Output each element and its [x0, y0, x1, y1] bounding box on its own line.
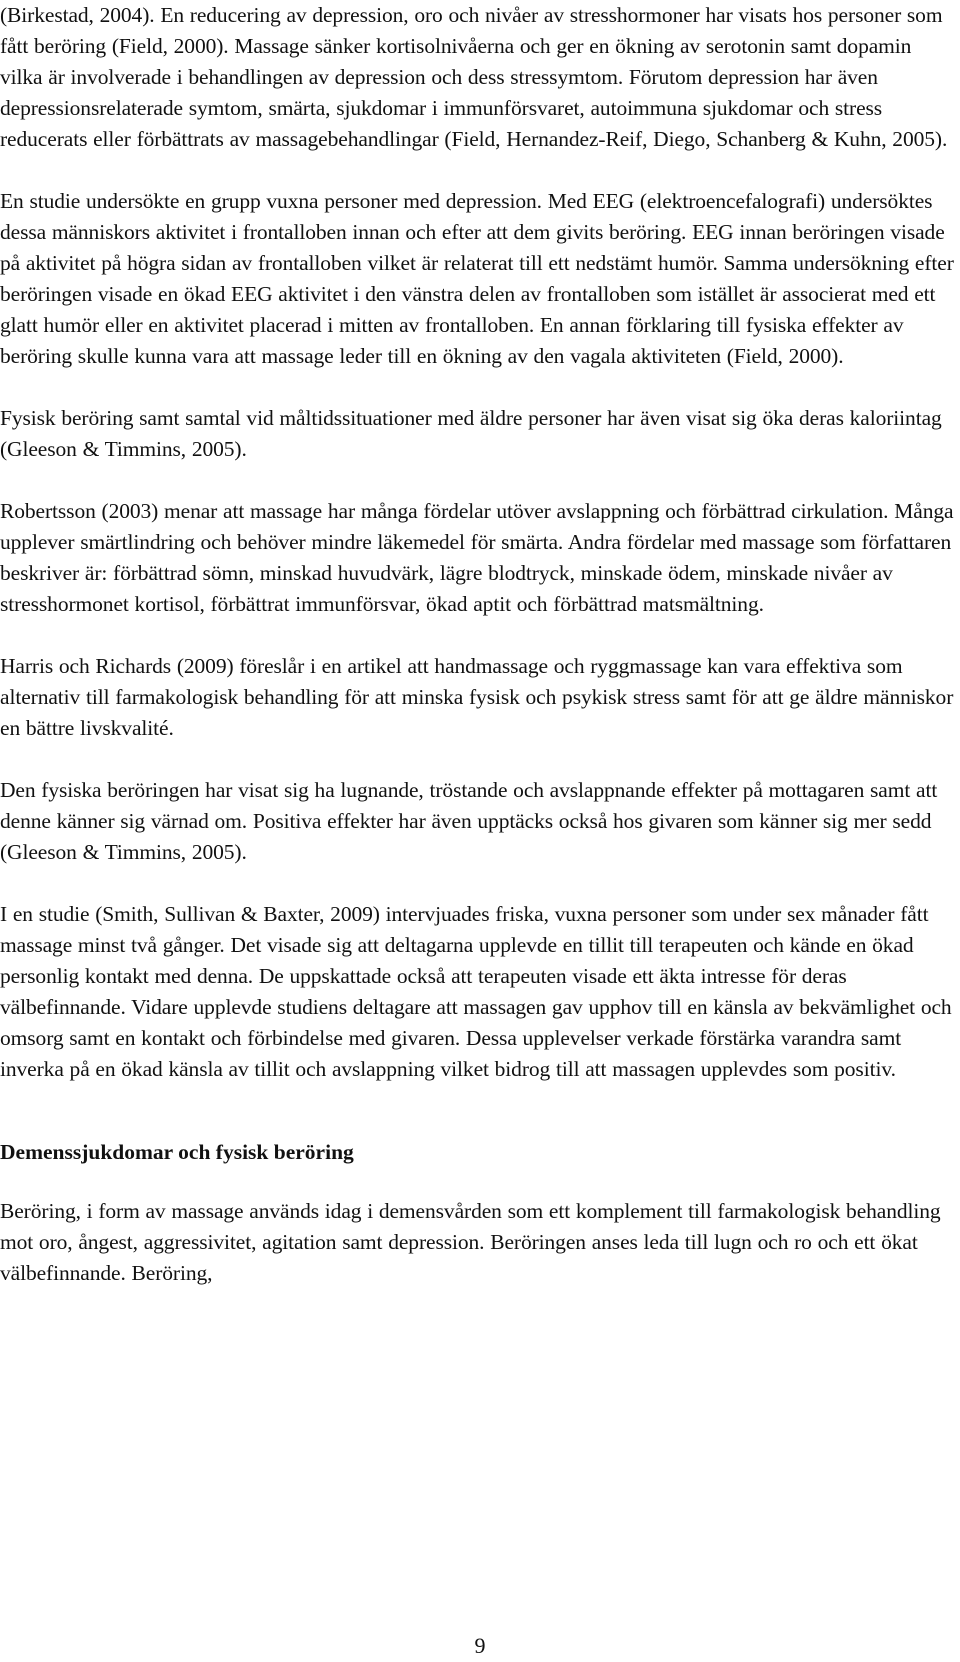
page-number: 9 [474, 1633, 486, 1658]
paragraph-eeg-study: En studie undersökte en grupp vuxna personer med depression. Med EEG (elektroencefalografi) undersöktes dessa människors aktivitet i frontalloben innan och efter att dem givits beröring. EEG innan beröringen visade på aktivitet på högra sidan av frontalloben vilket är relaterat till ett nedstämt humör. Samma undersökning efter beröringen visade en ökad EEG aktivitet i den vänstra delen av frontalloben som istället är associerat med ett glatt humör eller en aktivitet placerad i mitten av frontalloben. En annan förklaring till fysiska effekter av beröring skulle kunna vara att massage leder till en ökning av den vagala aktiviteten (Field, 2000). [0, 189, 954, 368]
paragraph-calming-effects: Den fysiska beröringen har visat sig ha lugnande, tröstande och avslappnande effekter på mottagaren samt att denne känner sig värnad om. Positiva effekter har även upptäcks också hos givaren som känner sig mer sedd (Gleeson & Timmins, 2005). [0, 778, 938, 864]
paragraph-dementia-care: Beröring, i form av massage används idag i demensvården som ett komplement till farmakologisk behandling mot oro, ångest, aggressivitet, agitation samt depression. Beröringen anses leda till lugn och ro och ett ökat välbefinnande. Beröring, [0, 1199, 941, 1285]
paragraph-interview-study: I en studie (Smith, Sullivan & Baxter, 2009) intervjuades friska, vuxna personer som under sex månader fått massage minst två gånger. Det visade sig att deltagarna upplevde en tillit till terapeuten och kände en ökad personlig kontakt med denna. De uppskattade också att terapeuten visade ett äkta intresse för deras välbefinnande. Vidare upplevde studiens deltagare att massagen gav upphov till en känsla av bekvämlighet och omsorg samt en kontakt och förbindelse med givaren. Dessa upplevelser verkade förstärka varandra samt inverka på en ökad känsla av tillit och avslappning vilket bidrog till att massagen upplevdes som positiv. [0, 902, 952, 1081]
section-heading: Demenssjukdomar och fysisk beröring [0, 1140, 354, 1164]
paragraph-depression-effects: (Birkestad, 2004). En reducering av depression, oro och nivåer av stresshormoner har visats hos personer som fått beröring (Field, 2000). Massage sänker kortisolnivåerna och ger en ökning av serotonin samt dopamin vilka är involverade i behandlingen av depression och dess stressymtom. Förutom depression har även depressionsrelaterade symtom, smärta, sjukdomar i immunförsvaret, autoimmuna sjukdomar och stress reducerats eller förbättrats av massagebehandlingar (Field, Hernandez-Reif, Diego, Schanberg & Kuhn, 2005). [0, 3, 948, 151]
paragraph-massage-benefits: Robertsson (2003) menar att massage har många fördelar utöver avslappning och förbättrad cirkulation. Många upplever smärtlindring och behöver mindre läkemedel för smärta. Andra fördelar med massage som författaren beskriver är: förbättrad sömn, minskad huvudvärk, lägre blodtryck, minskade ödem, minskade nivåer av stresshormonet kortisol, förbättrat immunförsvar, ökad aptit och förbättrad matsmältning. [0, 499, 954, 616]
paragraph-caloric-intake: Fysisk beröring samt samtal vid måltidssituationer med äldre personer har även visat sig öka deras kaloriintag (Gleeson & Timmins, 2005). [0, 406, 942, 461]
paragraph-hand-back-massage: Harris och Richards (2009) föreslår i en artikel att handmassage och ryggmassage kan vara effektiva som alternativ till farmakologisk behandling för att minska fysisk och psykisk stress samt för att ge äldre människor en bättre livskvalité. [0, 654, 954, 740]
